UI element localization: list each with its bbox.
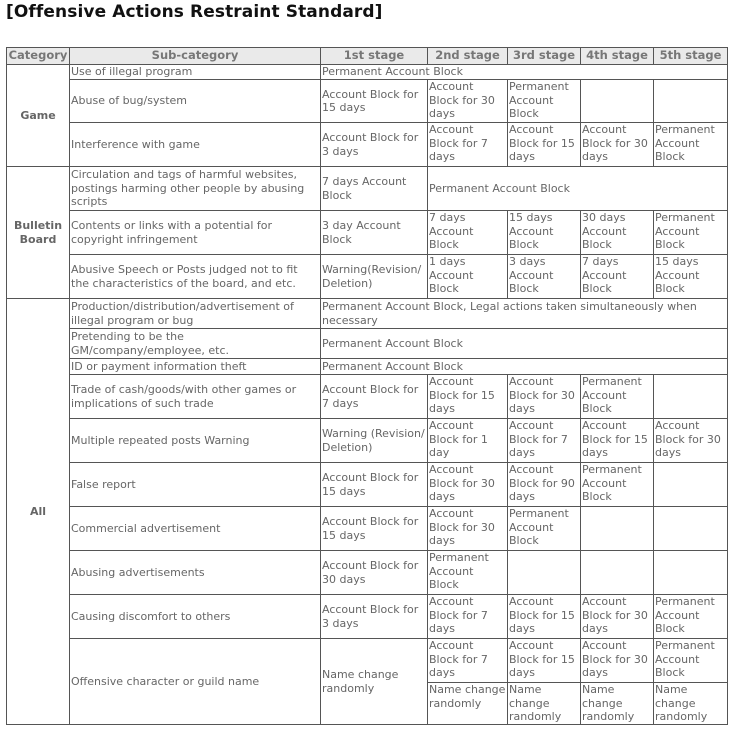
stage-cell: Permanent Account Block (428, 551, 508, 595)
stage-cell: 30 days Account Block (581, 211, 654, 255)
column-header-1st-stage: 1st stage (321, 48, 428, 65)
column-header-4th-stage: 4th stage (581, 48, 654, 65)
subcategory-cell: Abusing advertisements (70, 551, 321, 595)
stage-cell: Warning(Revision/ Deletion) (321, 255, 428, 299)
stage-cell: Account Block for 7 days (508, 419, 581, 463)
table-row (7, 167, 728, 211)
stage-cell: Account Block for 15 days (321, 463, 428, 507)
subcategory-cell: Offensive character or guild name (70, 639, 321, 725)
table-row (7, 595, 728, 639)
subcategory-cell: Abusive Speech or Posts judged not to fit the characteristics of the board, and etc. (70, 255, 321, 299)
stage-cell: Permanent Account Block (321, 329, 728, 359)
stage-cell (581, 80, 654, 123)
table-row (7, 359, 728, 375)
subcategory-cell: Contents or links with a potential for copyright infringement (70, 211, 321, 255)
stage-cell: Account Block for 15 days (428, 375, 508, 419)
stage-cell: Permanent Account Block (428, 167, 728, 211)
stage-cell: 7 days Account Block (428, 211, 508, 255)
stage-cell: Account Block for 30 days (654, 419, 728, 463)
stage-cell (654, 551, 728, 595)
stage-cell: 7 days Account Block (321, 167, 428, 211)
stage-cell: 3 day Account Block (321, 211, 428, 255)
stage-cell: Account Block for 1 day (428, 419, 508, 463)
stage-cell: 15 days Account Block (508, 211, 581, 255)
subcategory-cell: False report (70, 463, 321, 507)
stage-cell: Account Block for 3 days (321, 595, 428, 639)
column-header-2nd-stage: 2nd stage (428, 48, 508, 65)
table-row (7, 419, 728, 463)
category-cell: Game (7, 65, 70, 167)
stage-cell (581, 507, 654, 551)
subcategory-cell: Circulation and tags of harmful websites, postings harming other people by abusing scripts (70, 167, 321, 211)
stage-cell: Account Block for 7 days (428, 639, 508, 683)
stage-cell: Account Block for 7 days (428, 595, 508, 639)
column-header-5th-stage: 5th stage (654, 48, 728, 65)
stage-cell: Account Block for 3 days (321, 123, 428, 167)
subcategory-cell: Interference with game (70, 123, 321, 167)
stage-cell: 3 days Account Block (508, 255, 581, 299)
stage-cell: Account Block for 30 days (581, 639, 654, 683)
stage-cell: Permanent Account Block (581, 375, 654, 419)
stage-cell (654, 375, 728, 419)
subcategory-cell: Trade of cash/goods/with other games or implications of such trade (70, 375, 321, 419)
stage-cell: 1 days Account Block (428, 255, 508, 299)
column-header-subcategory: Sub-category (70, 48, 321, 65)
stage-cell (654, 463, 728, 507)
stage-cell: 7 days Account Block (581, 255, 654, 299)
stage-cell: Account Block for 15 days (508, 595, 581, 639)
stage-cell: Permanent Account Block (654, 595, 728, 639)
subcategory-cell: Pretending to be the GM/company/employee, etc. (70, 329, 321, 359)
subcategory-cell: Causing discomfort to others (70, 595, 321, 639)
stage-cell: Name change randomly (581, 683, 654, 725)
stage-cell: Account Block for 30 days (581, 123, 654, 167)
stage-cell: Permanent Account Block (654, 123, 728, 167)
stage-cell: Name change randomly (428, 683, 508, 725)
table-row (7, 211, 728, 255)
column-header-category: Category (7, 48, 70, 65)
column-header-3rd-stage: 3rd stage (508, 48, 581, 65)
stage-cell: Permanent Account Block (654, 211, 728, 255)
stage-cell: Permanent Account Block, Legal actions taken simultaneously when necessary (321, 299, 728, 329)
stage-cell: Account Block for 30 days (581, 595, 654, 639)
stage-cell (581, 551, 654, 595)
table-row (7, 639, 728, 683)
stage-cell: Permanent Account Block (508, 507, 581, 551)
subcategory-cell: Commercial advertisement (70, 507, 321, 551)
stage-cell: Permanent Account Block (321, 65, 728, 80)
stage-cell: Account Block for 7 days (321, 375, 428, 419)
stage-cell: Account Block for 15 days (581, 419, 654, 463)
subcategory-cell: Use of illegal program (70, 65, 321, 80)
table-row (7, 375, 728, 419)
stage-cell: Name change randomly (321, 639, 428, 725)
stage-cell: Account Block for 15 days (508, 639, 581, 683)
stage-cell: Permanent Account Block (321, 359, 728, 375)
subcategory-cell: Production/distribution/advertisement of illegal program or bug (70, 299, 321, 329)
subcategory-cell: Multiple repeated posts Warning (70, 419, 321, 463)
stage-cell: Account Block for 15 days (321, 80, 428, 123)
stage-cell: Account Block for 90 days (508, 463, 581, 507)
stage-cell: Warning (Revision/ Deletion) (321, 419, 428, 463)
stage-cell: Name change randomly (508, 683, 581, 725)
stage-cell: 15 days Account Block (654, 255, 728, 299)
stage-cell: Account Block for 30 days (428, 80, 508, 123)
table-row (7, 329, 728, 359)
stage-cell (654, 507, 728, 551)
stage-cell: Account Block for 7 days (428, 123, 508, 167)
stage-cell: Account Block for 30 days (508, 375, 581, 419)
stage-cell (654, 80, 728, 123)
stage-cell: Account Block for 15 days (508, 123, 581, 167)
stage-cell: Name change randomly (654, 683, 728, 725)
page-title: [Offensive Actions Restraint Standard] (6, 2, 383, 22)
subcategory-cell: ID or payment information theft (70, 359, 321, 375)
stage-cell: Account Block for 15 days (321, 507, 428, 551)
stage-cell: Account Block for 30 days (321, 551, 428, 595)
stage-cell: Permanent Account Block (581, 463, 654, 507)
table-row (7, 255, 728, 299)
header-row (7, 48, 728, 65)
table-row (7, 299, 728, 329)
stage-cell: Permanent Account Block (654, 639, 728, 683)
table-row (7, 123, 728, 167)
table-row (7, 463, 728, 507)
stage-cell: Account Block for 30 days (428, 507, 508, 551)
subcategory-cell: Abuse of bug/system (70, 80, 321, 123)
stage-cell: Account Block for 30 days (428, 463, 508, 507)
category-cell: Bulletin Board (7, 167, 70, 299)
category-cell: All (7, 299, 70, 725)
table-row (7, 80, 728, 123)
table-row (7, 65, 728, 80)
stage-cell (508, 551, 581, 595)
table-row (7, 551, 728, 595)
restraint-standard-table (6, 47, 728, 725)
table-row (7, 507, 728, 551)
stage-cell: Permanent Account Block (508, 80, 581, 123)
